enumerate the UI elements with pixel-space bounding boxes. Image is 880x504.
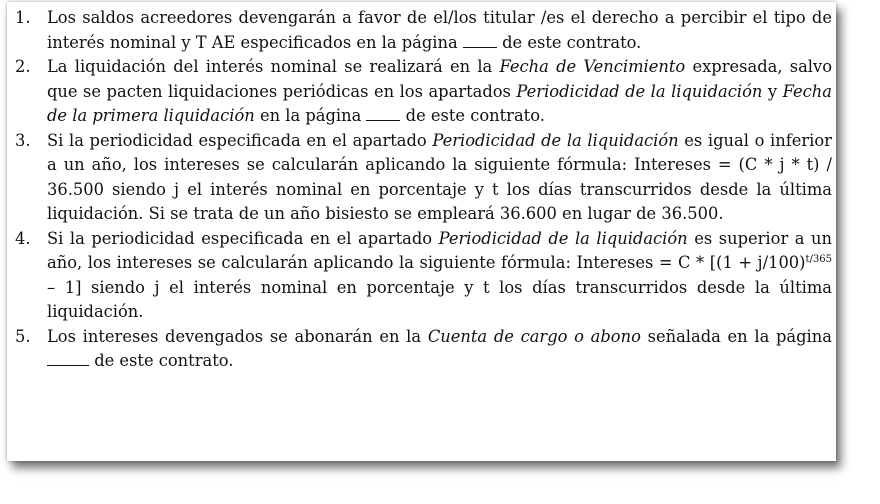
page-blank [366,106,400,121]
clause-number: 5. [15,326,31,346]
clause-text: Si la periodicidad especificada en el apartado [47,130,427,150]
clause-text: en la página [259,106,362,125]
clause-text: de este contrato. [405,106,545,125]
clause-italic-term: Periodicidad de la liquidación [432,130,679,150]
page-blank [463,33,497,48]
clause-number: 1. [15,8,31,27]
clause-text: es superior a un año, los intereses se calcularán aplicando la siguiente fórmula: Intereses = C * [47,228,832,272]
formula-base: (1 + j/100) [716,253,806,272]
clause-text: Los saldos acreedores devengarán a favor de el/los titular /es el derecho a percibir el tipo de interés nominal y T AE especificados en la página [47,8,832,52]
clause-number: 2. [15,57,31,76]
clause-text: – 1] siendo j el interés nominal en porcentaje y t los días transcurridos desde la última liquidación. [47,277,832,321]
clause-text: es igual o inferior a un año, los intereses se calcularán aplicando la siguiente fórmula: Intereses = (C * j * t) / 36.500 siendo j el interés nominal en porcentaje y t los días transcurridos desde la última liquidación. Si se trata de un año bisiesto se empleará 36.600 en lugar de 36.500. [47,130,832,223]
clause-list [7,2,836,374]
clause-text: Si la periodicidad especificada en el apartado [47,228,433,248]
clause-text: señalada en la página [647,326,832,346]
formula-bracket: [ [709,253,717,272]
clause-1 [7,6,836,55]
clause-3 [7,129,836,227]
clause-text: de este contrato. [94,351,234,370]
clause-2 [7,55,836,129]
clause-text: y [767,81,778,101]
clause-text: de este contrato. [502,32,642,52]
clause-italic-term: Fecha de Vencimiento [499,57,686,76]
clause-italic-term: Periodicidad de la liquidación [438,228,688,248]
clause-text: La liquidación del interés nominal se realizará en la [47,57,493,76]
formula-exponent: t/365 [805,254,832,265]
clause-italic-term: Cuenta de cargo o abono [427,326,641,346]
page-blank [47,351,89,366]
document-page [7,2,836,461]
clause-number: 4. [15,228,31,248]
clause-4 [7,227,836,325]
clause-italic-term: Fecha de la primera liquidación [47,81,832,125]
clause-5 [7,325,836,374]
clause-italic-term: Periodicidad de la liquidación [516,81,763,101]
clause-number: 3. [15,130,31,150]
clause-text: Los intereses devengados se abonarán en la [47,326,422,346]
clause-text: expresada, salvo que se pacten liquidaciones periódicas en los apartados [47,57,832,101]
